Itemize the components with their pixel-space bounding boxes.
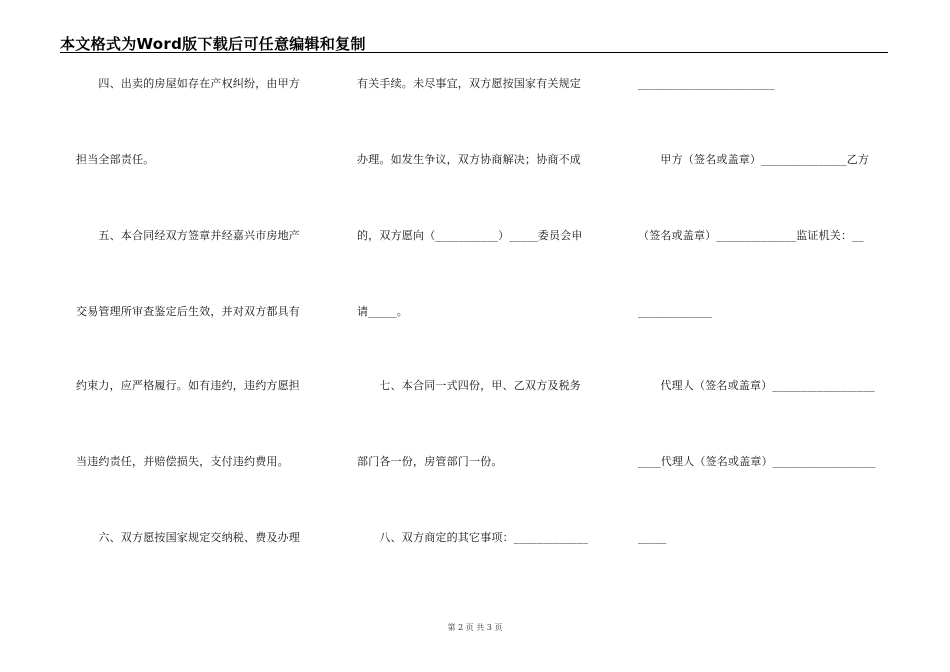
signature-line: 代理人（签名或盖章）__________________ bbox=[638, 379, 875, 392]
text-line: 当违约责任，并赔偿损失，支付违约费用。 bbox=[76, 455, 289, 468]
text-line: 约束力，应严格履行。如有违约，违约方愿担 bbox=[76, 379, 300, 392]
text-line: 五、本合同经双方签章并经嘉兴市房地产 bbox=[76, 229, 300, 242]
text-line: 部门各一份，房管部门一份。 bbox=[357, 455, 503, 468]
signature-line: ____代理人（签名或盖章）__________________ bbox=[638, 455, 876, 468]
text-line: 办理。如发生争议，双方协商解决；协商不成 bbox=[357, 153, 581, 166]
text-line: 请_____。 bbox=[357, 305, 408, 318]
text-line: 六、双方愿按国家规定交纳税、费及办理 bbox=[76, 531, 300, 544]
text-line: 担当全部责任。 bbox=[76, 153, 155, 166]
page-header-title: 本文格式为Word版下载后可任意编辑和复制 bbox=[60, 35, 366, 53]
text-line: 有关手续。未尽事宜，双方愿按国家有关规定 bbox=[357, 77, 581, 90]
signature-line: _____________ bbox=[638, 305, 713, 318]
text-line: 七、本合同一式四份，甲、乙双方及税务 bbox=[357, 379, 581, 392]
text-line: 四、出卖的房屋如存在产权纠纷，由甲方 bbox=[76, 77, 300, 90]
page-number-footer: 第 2 页 共 3 页 bbox=[447, 623, 503, 632]
signature-line: 甲方（签名或盖章）_______________乙方 bbox=[638, 153, 870, 166]
text-line: 交易管理所审查鉴定后生效，并对双方都具有 bbox=[76, 305, 300, 318]
text-line: 的，双方愿向（___________）_____委员会申 bbox=[357, 229, 583, 242]
signature-line: ________________________ bbox=[638, 77, 775, 90]
signature-line: （签名或盖章）______________监证机关：__ bbox=[638, 229, 864, 242]
header-divider bbox=[60, 52, 888, 53]
signature-line: _____ bbox=[638, 531, 667, 544]
text-line: 八、双方商定的其它事项：_____________ bbox=[357, 531, 588, 544]
